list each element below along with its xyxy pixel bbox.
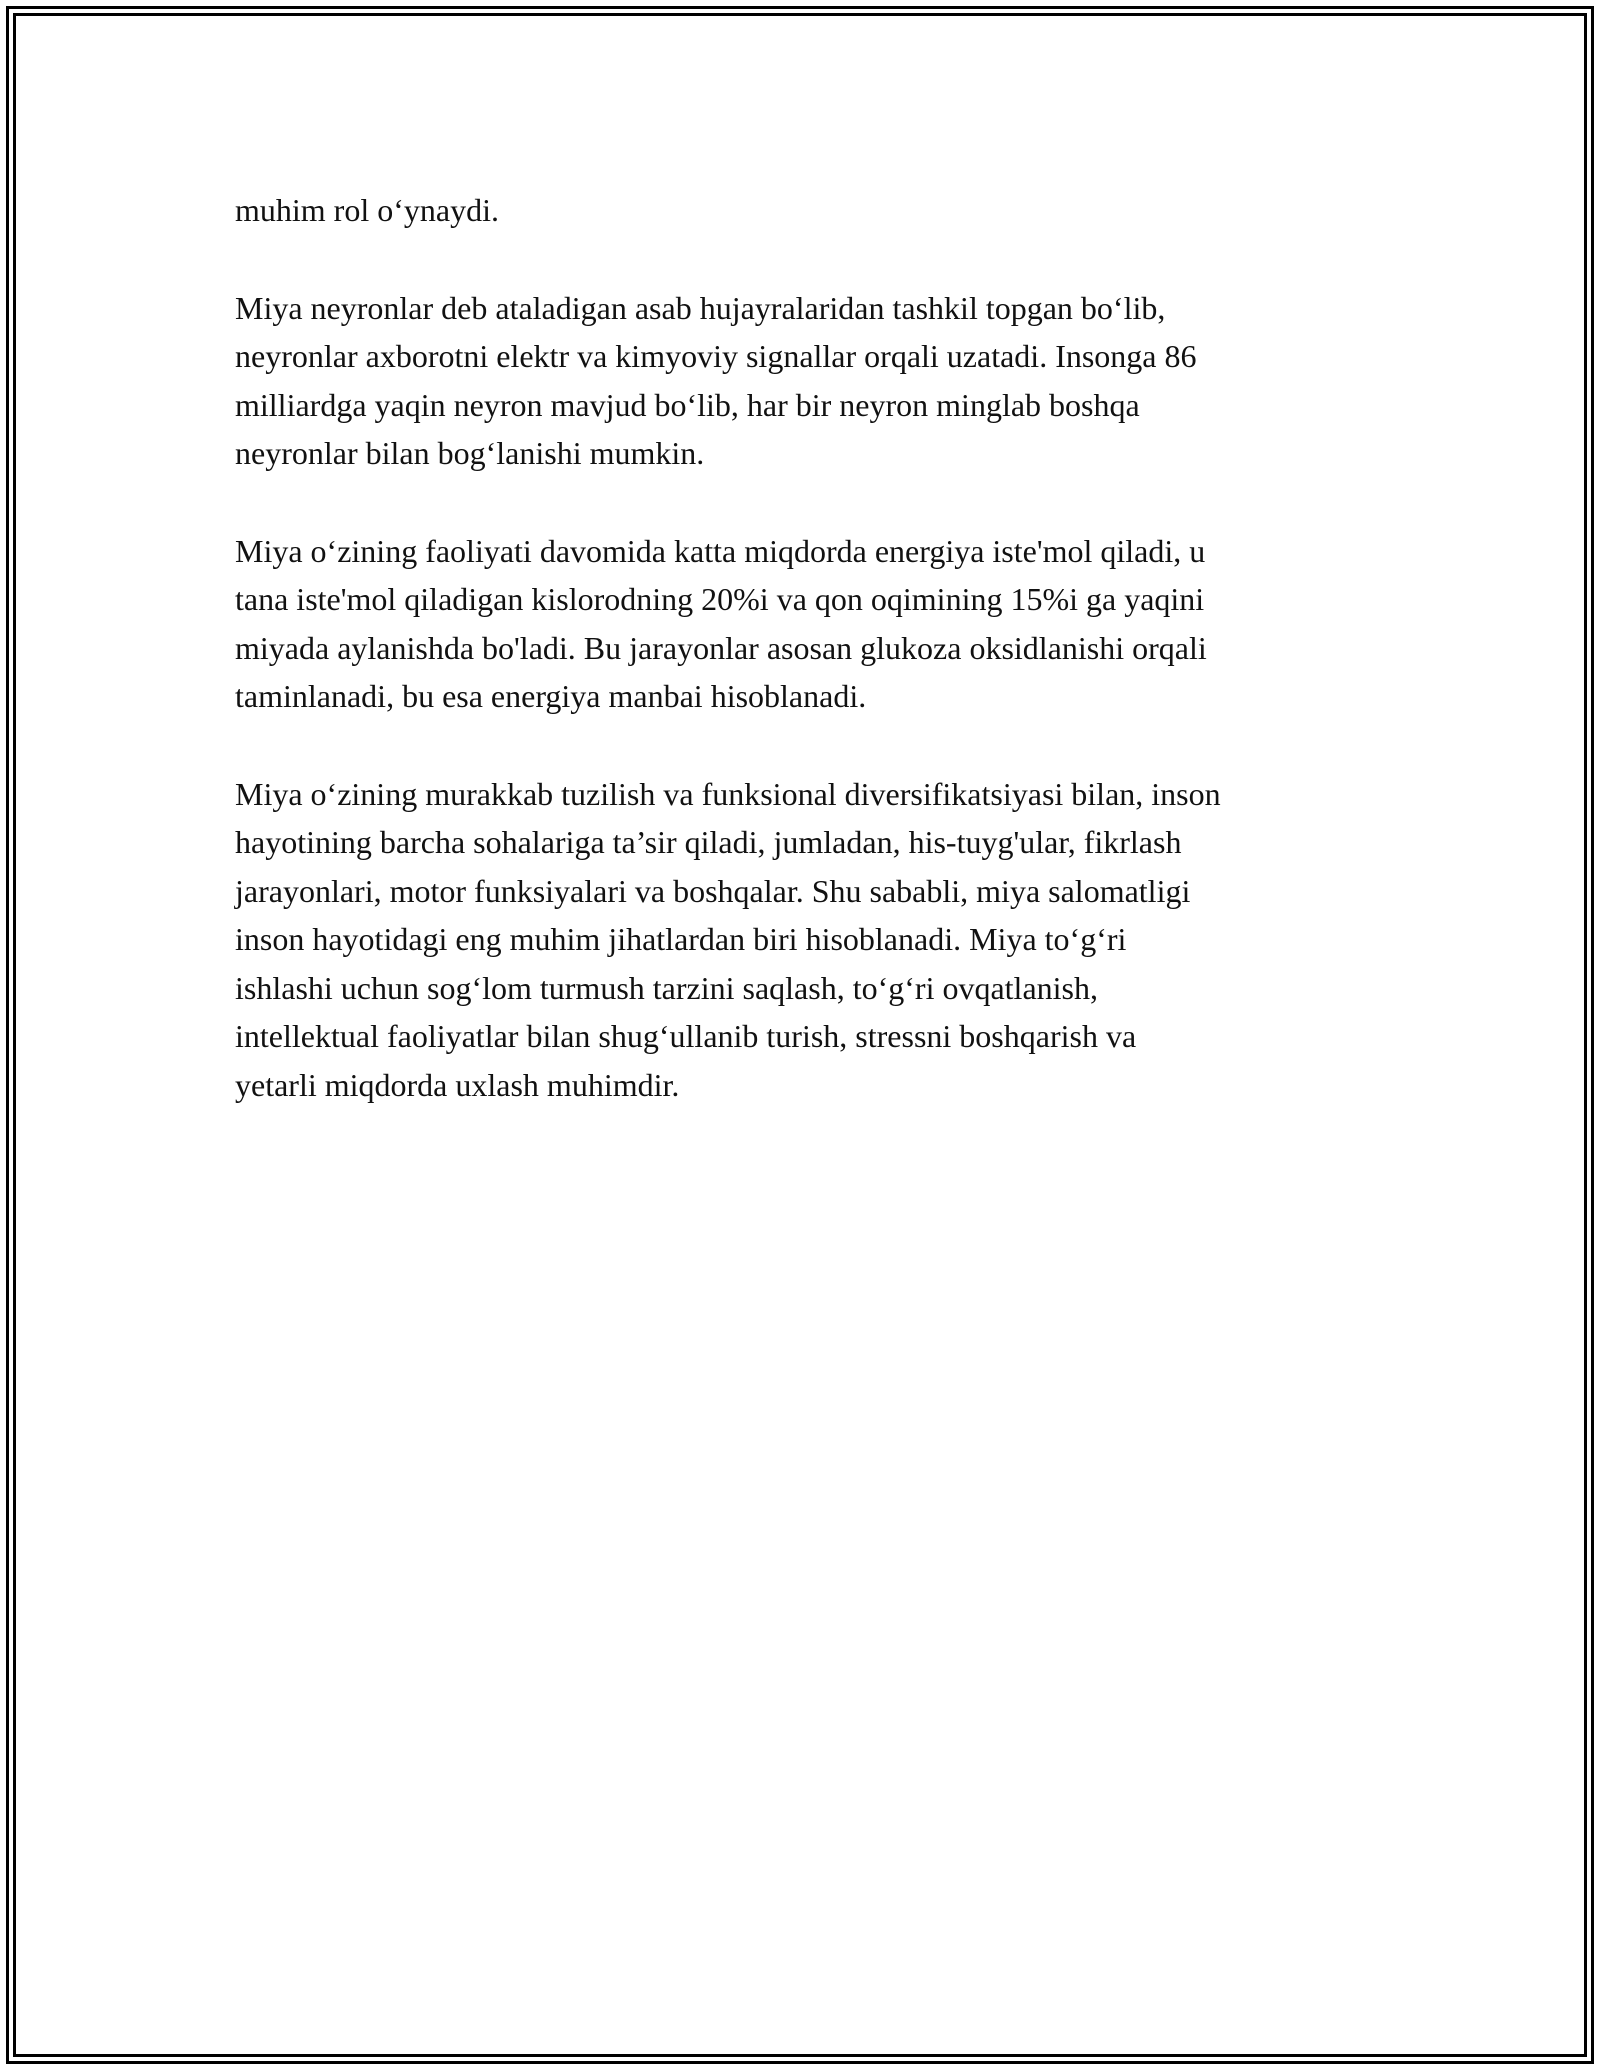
text-line: Miya neyronlar deb ataladigan asab hujayralaridan tashkil topgan bo‘lib, xyxy=(235,289,1166,326)
paragraph-2 xyxy=(235,284,1395,478)
text-line: Miya o‘zining faoliyati davomida katta miqdorda energiya iste'mol qiladi, u xyxy=(235,532,1206,569)
text-line: jarayonlari, motor funksiyalari va boshqalar. Shu sababli, miya salomatligi xyxy=(235,872,1191,909)
text-line: miyada aylanishda bo'ladi. Bu jarayonlar asosan glukoza oksidlanishi orqali xyxy=(235,629,1207,666)
text-line: muhim rol o‘ynaydi. xyxy=(235,192,499,228)
text-line: neyronlar axborotni elektr va kimyoviy signallar orqali uzatadi. Insonga 86 xyxy=(235,338,1197,374)
text-line: taminlanadi, bu esa energiya manbai hisoblanadi. xyxy=(235,678,867,714)
paragraph-3 xyxy=(235,527,1395,721)
text-line: tana iste'mol qiladigan kislorodning 20%i va qon oqimining 15%i ga yaqini xyxy=(235,581,1205,617)
text-line: Miya o‘zining murakkab tuzilish va funksional diversifikatsiyasi bilan, inson xyxy=(235,775,1221,812)
text-line: intellektual faoliyatlar bilan shug‘ullanib turish, stressni boshqarish va xyxy=(235,1018,1137,1054)
text-line: milliardga yaqin neyron mavjud bo‘lib, har bir neyron minglab boshqa xyxy=(235,386,1140,423)
text-line: neyronlar bilan bog‘lanishi mumkin. xyxy=(235,435,705,471)
document-body xyxy=(235,186,1395,1158)
text-line: hayotining barcha sohalariga ta’sir qiladi, jumladan, his-tuyg'ular, fikrlash xyxy=(235,824,1182,860)
text-line: yetarli miqdorda uxlash muhimdir. xyxy=(235,1066,680,1103)
paragraph-1 xyxy=(235,186,1395,235)
paragraph-4 xyxy=(235,770,1395,1110)
text-line: ishlashi uchun sog‘lom turmush tarzini saqlash, to‘g‘ri ovqatlanish, xyxy=(235,969,1098,1006)
text-line: inson hayotidagi eng muhim jihatlardan biri hisoblanadi. Miya to‘g‘ri xyxy=(235,921,1127,957)
